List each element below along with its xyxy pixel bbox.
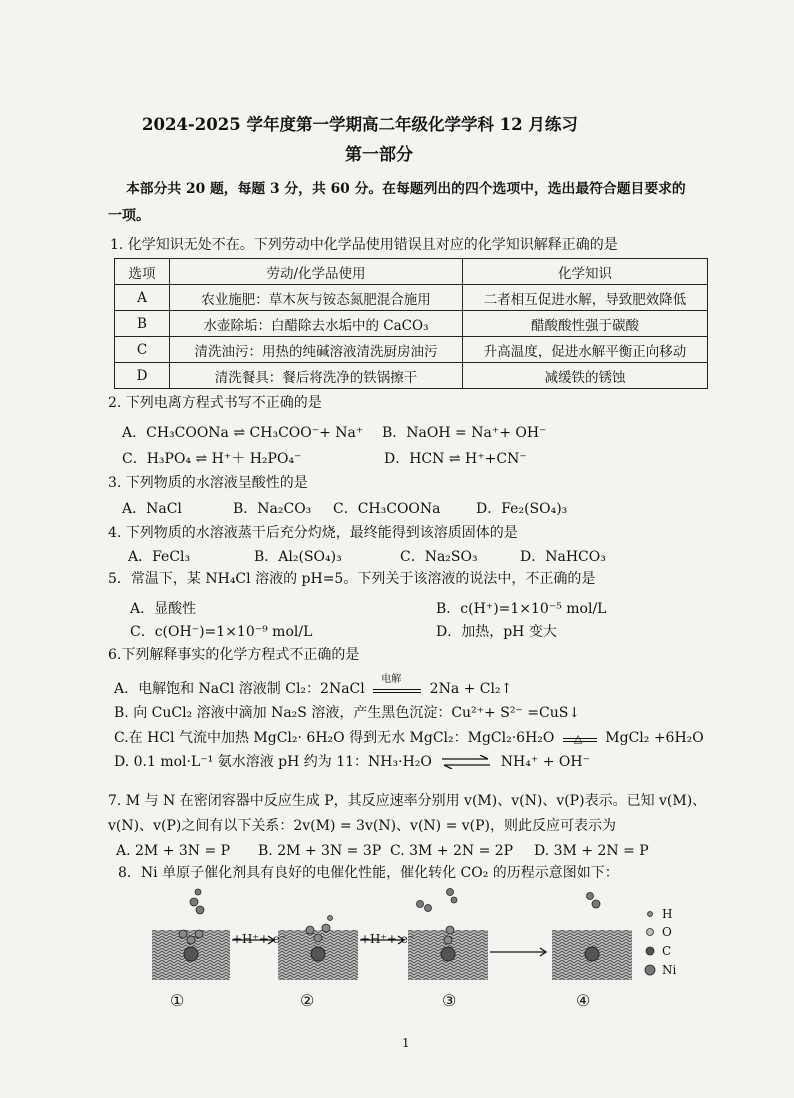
q7-option-d: D. 3M + 2N = P xyxy=(534,843,649,859)
q4-option-c: C．Na₂SO₃ xyxy=(400,549,478,565)
equilibrium-arrow-icon xyxy=(440,755,492,769)
q6-option-d xyxy=(114,753,590,771)
table-cell: 清洗油污：用热的纯碱溶液清洗厨房油污 xyxy=(170,337,463,363)
q2-stem: 2. 下列电离方程式书写不正确的是 xyxy=(108,395,322,411)
step-label: ① xyxy=(170,991,185,1010)
heating-condition: △ xyxy=(573,732,583,745)
q7-option-b: B. 2M + 3N = 3P xyxy=(258,843,382,859)
legend-label: C xyxy=(662,944,672,958)
intro-line-1: 本部分共 20 题，每题 3 分，共 60 分。在每题列出的四个选项中，选出最符合题目要求的 xyxy=(126,181,686,197)
q2-option-a: A．CH₃COONa ⇌ CH₃COO⁻+ Na⁺ xyxy=(122,425,364,441)
table-cell: A xyxy=(115,285,170,311)
q6-d-left: D. 0.1 mol·L⁻¹ 氨水溶液 pH 约为 11：NH₃·H₂O xyxy=(114,754,432,770)
q6-d-right: NH₄⁺ + OH⁻ xyxy=(500,754,590,770)
table-cell: 醋酸酸性强于碳酸 xyxy=(463,311,708,337)
equal-line-bottom xyxy=(373,692,421,693)
table-cell: 升高温度，促进水解平衡正向移动 xyxy=(463,337,708,363)
legend-label: O xyxy=(662,925,672,939)
q3-option-d: D．Fe₂(SO₄)₃ xyxy=(476,501,568,517)
q2-option-c: C．H₃PO₄ ⇌ H⁺＋ H₂PO₄⁻ xyxy=(122,451,302,467)
q7-line-1: 7. M 与 N 在密闭容器中反应生成 P，其反应速率分别用 v(M)、v(N)、v(P)表示。已知 v(M)、 xyxy=(108,793,707,809)
q4-option-a: A．FeCl₃ xyxy=(128,549,191,565)
catalyst-mechanism-figure xyxy=(150,888,690,1018)
step-label: ② xyxy=(300,991,315,1010)
q6-c-right: MgCl₂ +6H₂O xyxy=(605,730,704,746)
part-title: 第一部分 xyxy=(345,145,413,165)
table-cell: 二者相互促进水解，导致肥效降低 xyxy=(463,285,708,311)
table-header-cell: 选项 xyxy=(115,259,170,285)
table-cell: 水壶除垢：白醋除去水垢中的 CaCO₃ xyxy=(170,311,463,337)
step-label: ③ xyxy=(442,991,457,1010)
table-row xyxy=(115,363,708,389)
q5-option-b: B．c(H⁺)=1×10⁻⁵ mol/L xyxy=(436,601,607,617)
table-cell: 清洗餐具：餐后将洗净的铁锅擦干 xyxy=(170,363,463,389)
q6-option-b: B. 向 CuCl₂ 溶液中滴加 Na₂S 溶液，产生黑色沉淀：Cu²⁺+ S²⁻ =CuS↓ xyxy=(114,705,581,721)
step-2-arrow-label: +H⁺+ e⁻ xyxy=(360,932,415,946)
q6-option-c xyxy=(114,729,704,747)
q7-line-2: v(N)、v(P)之间有以下关系：2v(M) = 3v(N)、v(N) = v(P)，则此反应可表示为 xyxy=(108,818,616,834)
table-cell: 减缓铁的锈蚀 xyxy=(463,363,708,389)
equal-line-bottom xyxy=(563,741,597,742)
table-cell: C xyxy=(115,337,170,363)
q5-stem: 5．常温下，某 NH₄Cl 溶液的 pH=5。下列关于该溶液的说法中，不正确的是 xyxy=(108,571,596,587)
heating-arrow xyxy=(559,729,601,747)
q2-option-b: B．NaOH = Na⁺+ OH⁻ xyxy=(382,425,547,441)
table-cell: 农业施肥：草木灰与铵态氮肥混合施用 xyxy=(170,285,463,311)
page-number: 1 xyxy=(402,1036,410,1050)
table-row xyxy=(115,285,708,311)
q6-c-left: C.在 HCl 气流中加热 MgCl₂· 6H₂O 得到无水 MgCl₂：MgCl₂·6H₂O xyxy=(114,730,555,746)
intro-line-2: 一项。 xyxy=(108,208,150,224)
q3-stem: 3. 下列物质的水溶液呈酸性的是 xyxy=(108,475,308,491)
table-header-row xyxy=(115,259,708,285)
q6-stem: 6.下列解释事实的化学方程式不正确的是 xyxy=(108,647,360,663)
q6-a-right: 2Na + Cl₂↑ xyxy=(429,681,513,697)
equal-line-top xyxy=(563,738,597,739)
legend-label: Ni xyxy=(662,963,677,977)
q4-stem: 4. 下列物质的水溶液蒸干后充分灼烧，最终能得到该溶质固体的是 xyxy=(108,525,518,541)
equal-line-top xyxy=(373,689,421,690)
q2-option-d: D．HCN ⇌ H⁺+CN⁻ xyxy=(384,451,527,467)
q4-option-b: B．Al₂(SO₄)₃ xyxy=(254,549,342,565)
table-cell: D xyxy=(115,363,170,389)
q6-option-a xyxy=(114,674,513,698)
step-1-arrow-label: +H⁺+ e⁻ xyxy=(232,932,287,946)
q3-option-c: C．CH₃COONa xyxy=(333,501,441,517)
q7-option-c: C. 3M + 2N = 2P xyxy=(390,843,514,859)
table-header-cell: 劳动/化学品使用 xyxy=(170,259,463,285)
table-row xyxy=(115,311,708,337)
exam-title: 2024-2025 学年度第一学期高二年级化学学科 12 月练习 xyxy=(142,115,578,134)
q1-stem: 1. 化学知识无处不在。下列劳动中化学品使用错误且对应的化学知识解释正确的是 xyxy=(110,237,618,253)
q6-a-left: A．电解饱和 NaCl 溶液制 Cl₂：2NaCl xyxy=(114,681,365,697)
q5-option-d: D．加热，pH 变大 xyxy=(436,624,557,640)
q5-option-a: A．显酸性 xyxy=(130,601,197,617)
electrolysis-arrow xyxy=(369,674,425,698)
q4-option-d: D．NaHCO₃ xyxy=(520,549,606,565)
q1-table xyxy=(114,258,708,389)
q5-option-c: C．c(OH⁻)=1×10⁻⁹ mol/L xyxy=(130,624,313,640)
q3-option-b: B．Na₂CO₃ xyxy=(233,501,312,517)
step-label: ④ xyxy=(576,991,591,1010)
table-row xyxy=(115,337,708,363)
q7-option-a: A. 2M + 3N = P xyxy=(116,843,231,859)
q8-stem: 8．Ni 单原子催化剂具有良好的电催化性能，催化转化 CO₂ 的历程示意图如下： xyxy=(118,865,619,881)
table-header-cell: 化学知识 xyxy=(463,259,708,285)
table-cell: B xyxy=(115,311,170,337)
legend-label: H xyxy=(662,907,673,921)
electrolysis-condition: 电解 xyxy=(381,674,402,685)
q8-mechanism-diagram xyxy=(150,888,690,1018)
q3-option-a: A．NaCl xyxy=(122,501,182,517)
